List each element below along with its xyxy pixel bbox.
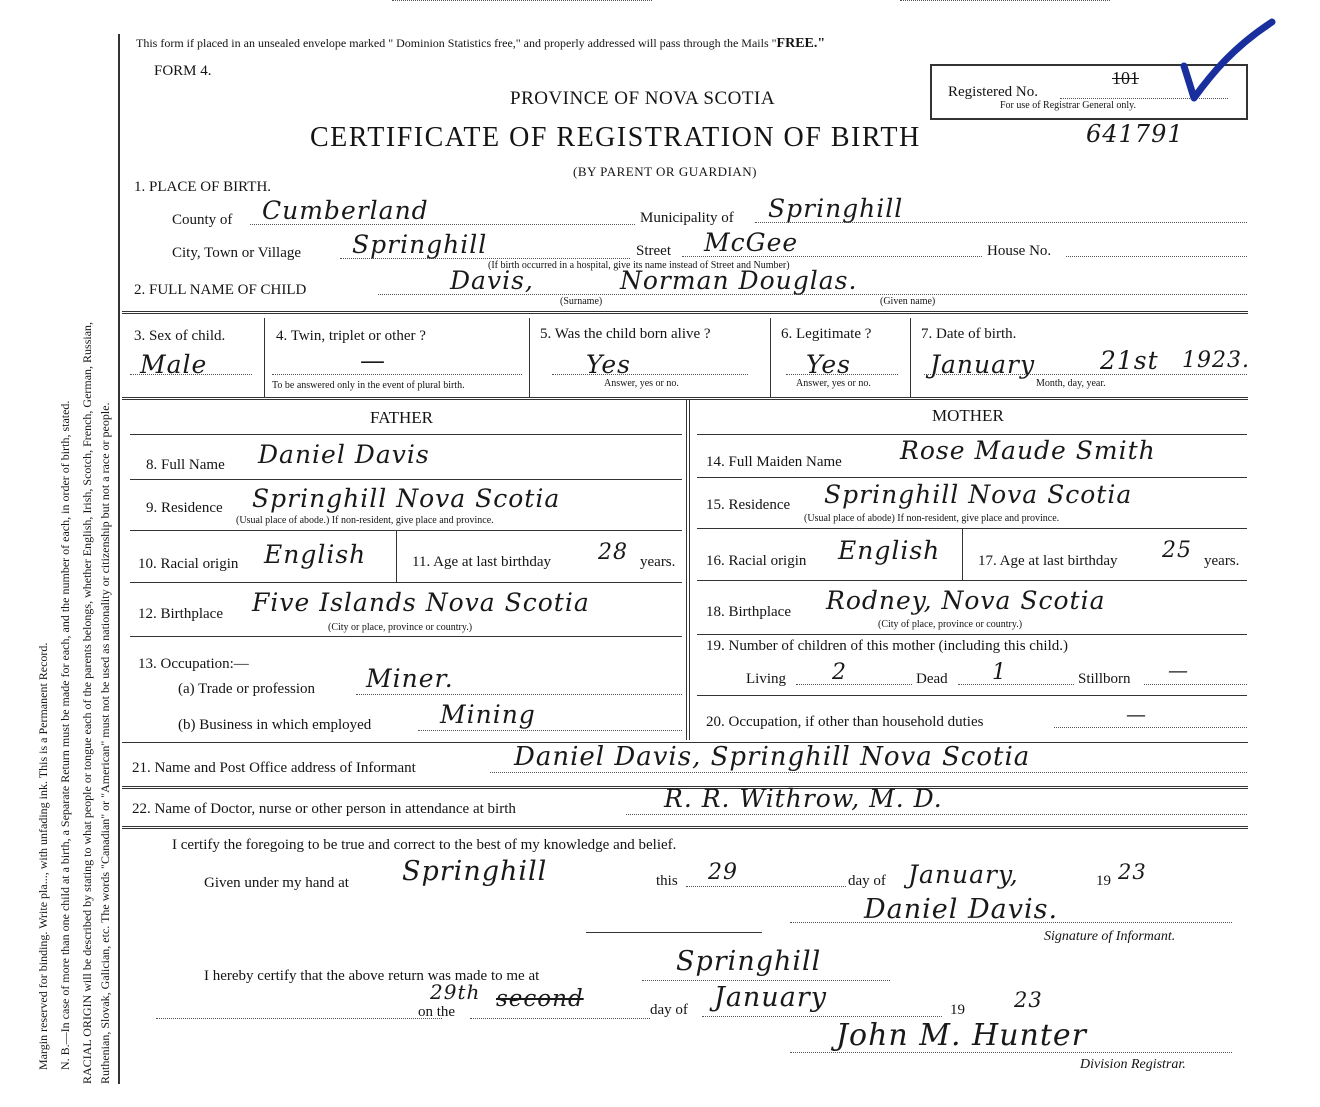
certify-statement: I certify the foregoing to be true and correct to the best of my knowledge and belief. — [172, 837, 677, 853]
twin-label: 4. Twin, triplet or other ? — [276, 328, 426, 344]
mother-residence-note: (Usual place of abode) If non-resident, give place and province. — [804, 513, 1060, 524]
year-prefix: 19 — [1096, 873, 1111, 889]
mother-line-b — [697, 477, 1247, 478]
registrar-year: 23 — [1014, 988, 1043, 1012]
twin-line — [272, 374, 522, 375]
father-residence-note: (Usual place of abode.) If non-resident, give place and province. — [236, 515, 494, 526]
certify-year: 23 — [1118, 860, 1147, 884]
mother-birthplace-label: 18. Birthplace — [706, 604, 791, 620]
father-line-b — [130, 479, 682, 480]
registrar-date-line — [156, 1018, 442, 1019]
stillborn-value: — — [1168, 658, 1189, 682]
born-alive-label: 5. Was the child born alive ? — [540, 326, 711, 342]
dob-year: 1923. — [1182, 348, 1250, 373]
father-age: 28 — [598, 540, 628, 565]
dob-label: 7. Date of birth. — [921, 326, 1017, 342]
registered-label: Registered No. — [948, 84, 1038, 100]
business-label: (b) Business in which employed — [178, 717, 372, 733]
on-the-label: on the — [418, 1004, 456, 1020]
born-alive-note: Answer, yes or no. — [604, 378, 679, 389]
registrar-day-line — [470, 1018, 650, 1019]
father-race-age-divider — [396, 530, 397, 582]
mother-name-label: 14. Full Maiden Name — [706, 454, 842, 470]
mother-line-a — [697, 434, 1247, 435]
municipality-label: Municipality of — [640, 210, 734, 226]
dob-month: January — [930, 350, 1036, 379]
registrar-month-line — [702, 1016, 942, 1017]
hospital-note: (If birth occurred in a hospital, give its name instead of Street and Number) — [488, 260, 790, 271]
house-number-line — [1066, 256, 1247, 257]
section-divider-certify — [122, 826, 1248, 829]
mother-heading: MOTHER — [932, 406, 1004, 425]
born-alive-value: Yes — [586, 350, 631, 379]
father-line-e — [130, 636, 682, 637]
informant-line — [490, 772, 1247, 773]
registrar-signature: John M. Hunter — [836, 1018, 1088, 1053]
registrar-day-of-label: day of — [650, 1002, 688, 1018]
dead-label: Dead — [916, 671, 948, 687]
stillborn-label: Stillborn — [1078, 671, 1131, 687]
house-number-label: House No. — [987, 243, 1052, 259]
registrar-statement: I hereby certify that the above return was made to me at — [204, 968, 540, 984]
dead-value: 1 — [992, 660, 1007, 685]
business-value: Mining — [440, 700, 536, 729]
informant-label: 21. Name and Post Office address of Informant — [132, 760, 416, 776]
registrar-month: January — [714, 982, 827, 1013]
doctor-label: 22. Name of Doctor, nurse or other person in attendance at birth — [132, 801, 516, 817]
registrar-day-struck: second — [496, 986, 584, 1012]
given-name-note: (Given name) — [880, 296, 936, 307]
child-surname: Davis, — [450, 266, 534, 295]
stillborn-line — [1144, 684, 1247, 685]
father-line-d — [130, 582, 682, 583]
municipality-value: Springhill — [768, 194, 904, 223]
county-value: Cumberland — [262, 196, 429, 225]
margin-note-binding: Margin reserved for binding. Write pla..., with unfading ink. This is a Permanent Record. — [36, 642, 50, 1070]
mother-line-c — [697, 528, 1247, 529]
registrar-year-prefix: 19 — [950, 1002, 965, 1018]
mother-line-d — [697, 580, 1247, 581]
check-mark-icon — [1180, 18, 1280, 108]
father-age-label: 11. Age at last birthday — [412, 554, 551, 570]
divider-alive-legit — [770, 318, 771, 398]
mother-line-e — [697, 634, 1247, 635]
child-name-label: 2. FULL NAME OF CHILD — [134, 282, 307, 298]
father-name: Daniel Davis — [258, 440, 430, 469]
legitimate-value: Yes — [806, 350, 851, 379]
father-age-years: years. — [640, 554, 676, 570]
street-value: McGee — [704, 228, 799, 257]
informant-signature-label: Signature of Informant. — [1044, 929, 1176, 944]
given-at-label: Given under my hand at — [204, 875, 349, 891]
given-at-line — [392, 0, 652, 1]
father-name-label: 8. Full Name — [146, 457, 225, 473]
mother-residence-label: 15. Residence — [706, 497, 791, 513]
mail-notice-text: This form if placed in an unsealed envelope marked " Dominion Statistics free," and properly addressed will pass through the Mails " — [136, 36, 777, 50]
father-line-a — [130, 434, 682, 435]
certificate-subtitle: (BY PARENT OR GUARDIAN) — [573, 164, 758, 179]
this-label: this — [656, 873, 678, 889]
city-label: City, Town or Village — [172, 245, 302, 261]
occupation-label: 13. Occupation:— — [138, 656, 249, 672]
father-line-c — [130, 530, 682, 531]
dob-day: 21st — [1100, 346, 1159, 375]
legitimate-note: Answer, yes or no. — [796, 378, 871, 389]
mother-age-years: years. — [1204, 553, 1240, 569]
mail-free-label: FREE." — [776, 36, 826, 51]
informant-signature: Daniel Davis. — [864, 894, 1059, 925]
divider-legit-dob — [910, 318, 911, 398]
sex-value: Male — [140, 350, 208, 379]
registrar-day: 29th — [430, 980, 481, 1004]
certify-day: 29 — [708, 860, 738, 885]
sex-label: 3. Sex of child. — [134, 328, 226, 344]
dob-note: Month, day, year. — [1036, 378, 1106, 389]
twin-note: To be answered only in the event of plural birth. — [272, 380, 465, 391]
mail-notice — [136, 36, 825, 52]
sex-line — [130, 374, 252, 375]
margin-note-nationality: Ruthenian, Slovak, Galician, etc. The words "Canadian" or "American" must not be used as nationality or citizenship but not a race or people. — [98, 402, 112, 1084]
month-line — [900, 0, 1110, 1]
trade-line — [356, 694, 682, 695]
father-birthplace-label: 12. Birthplace — [138, 606, 223, 622]
certificate-number: 641791 — [1086, 120, 1184, 148]
mother-birthplace: Rodney, Nova Scotia — [826, 586, 1106, 615]
mother-age-label: 17. Age at last birthday — [978, 553, 1118, 569]
informant-value: Daniel Davis, Springhill Nova Scotia — [514, 742, 1031, 772]
given-at-place: Springhill — [402, 856, 548, 887]
father-birthplace-note: (City or place, province or country.) — [328, 622, 473, 633]
registrar-place: Springhill — [676, 946, 822, 977]
street-label: Street — [636, 243, 671, 259]
mother-birthplace-note: (City of place, province or country.) — [878, 619, 1023, 630]
mother-name: Rose Maude Smith — [900, 436, 1156, 465]
mother-race-label: 16. Racial origin — [706, 553, 807, 569]
living-line — [796, 684, 912, 685]
twin-value: — — [360, 346, 386, 375]
born-alive-line — [552, 374, 748, 375]
business-line — [418, 730, 682, 731]
divider-twin-alive — [529, 318, 530, 398]
registrar-signature-label: Division Registrar. — [1080, 1057, 1186, 1072]
province-heading: PROVINCE OF NOVA SCOTIA — [510, 88, 776, 109]
living-value: 2 — [832, 660, 847, 685]
certify-month: January, — [908, 860, 1019, 889]
registered-struck-number: 101 — [1112, 68, 1139, 88]
father-heading: FATHER — [370, 408, 433, 427]
section-divider-top — [122, 311, 1248, 314]
dead-line — [958, 684, 1074, 685]
margin-rule — [118, 34, 120, 1084]
form-number: FORM 4. — [154, 63, 212, 79]
mother-occupation-line — [1054, 727, 1247, 728]
father-residence: Springhill Nova Scotia — [252, 484, 561, 513]
margin-note-multiple-births: N. B.—In case of more than one child at a birth, a Separate Return must be made for each, and the number of each, in order of birth, stated. — [58, 400, 72, 1070]
mother-race-age-divider — [962, 528, 963, 580]
surname-note: (Surname) — [560, 296, 603, 307]
doctor-value: R. R. Withrow, M. D. — [664, 784, 943, 813]
child-given-name: Norman Douglas. — [620, 266, 858, 295]
registrar-place-line — [642, 980, 890, 981]
dob-line — [924, 374, 1247, 375]
legitimate-line — [786, 374, 898, 375]
divider-sex-twin — [264, 318, 265, 398]
margin-note-racial-origin: RACIAL ORIGIN will be described by stating to what people or tongue each of the parents belongs, whether English, Irish, Scotch, French, German, Russian, — [80, 321, 94, 1084]
children-count-label: 19. Number of children of this mother (including this child.) — [706, 638, 1069, 654]
mother-residence: Springhill Nova Scotia — [824, 480, 1133, 509]
mother-occupation-label: 20. Occupation, if other than household duties — [706, 714, 984, 730]
mother-age: 25 — [1162, 538, 1192, 563]
mother-race: English — [838, 536, 941, 565]
living-label: Living — [746, 671, 786, 687]
certify-separator — [586, 932, 762, 933]
county-label: County of — [172, 212, 233, 228]
place-of-birth-heading: 1. PLACE OF BIRTH. — [134, 179, 272, 195]
father-birthplace: Five Islands Nova Scotia — [252, 588, 590, 617]
father-race-label: 10. Racial origin — [138, 556, 239, 572]
day-of-label: day of — [848, 873, 886, 889]
mother-occupation-value: — — [1126, 702, 1147, 726]
father-race: English — [264, 540, 367, 569]
registered-note: For use of Registrar General only. — [1000, 100, 1136, 111]
day-line — [686, 886, 846, 887]
city-value: Springhill — [352, 230, 488, 259]
trade-value: Miner. — [366, 664, 454, 693]
doctor-line — [626, 814, 1247, 815]
section-divider-details — [122, 397, 1248, 400]
father-residence-label: 9. Residence — [146, 500, 223, 516]
certificate-title: CERTIFICATE OF REGISTRATION OF BIRTH — [310, 122, 921, 153]
father-mother-divider — [686, 400, 690, 740]
trade-label: (a) Trade or profession — [178, 681, 316, 697]
legitimate-label: 6. Legitimate ? — [781, 326, 872, 342]
mother-line-f — [697, 695, 1247, 696]
